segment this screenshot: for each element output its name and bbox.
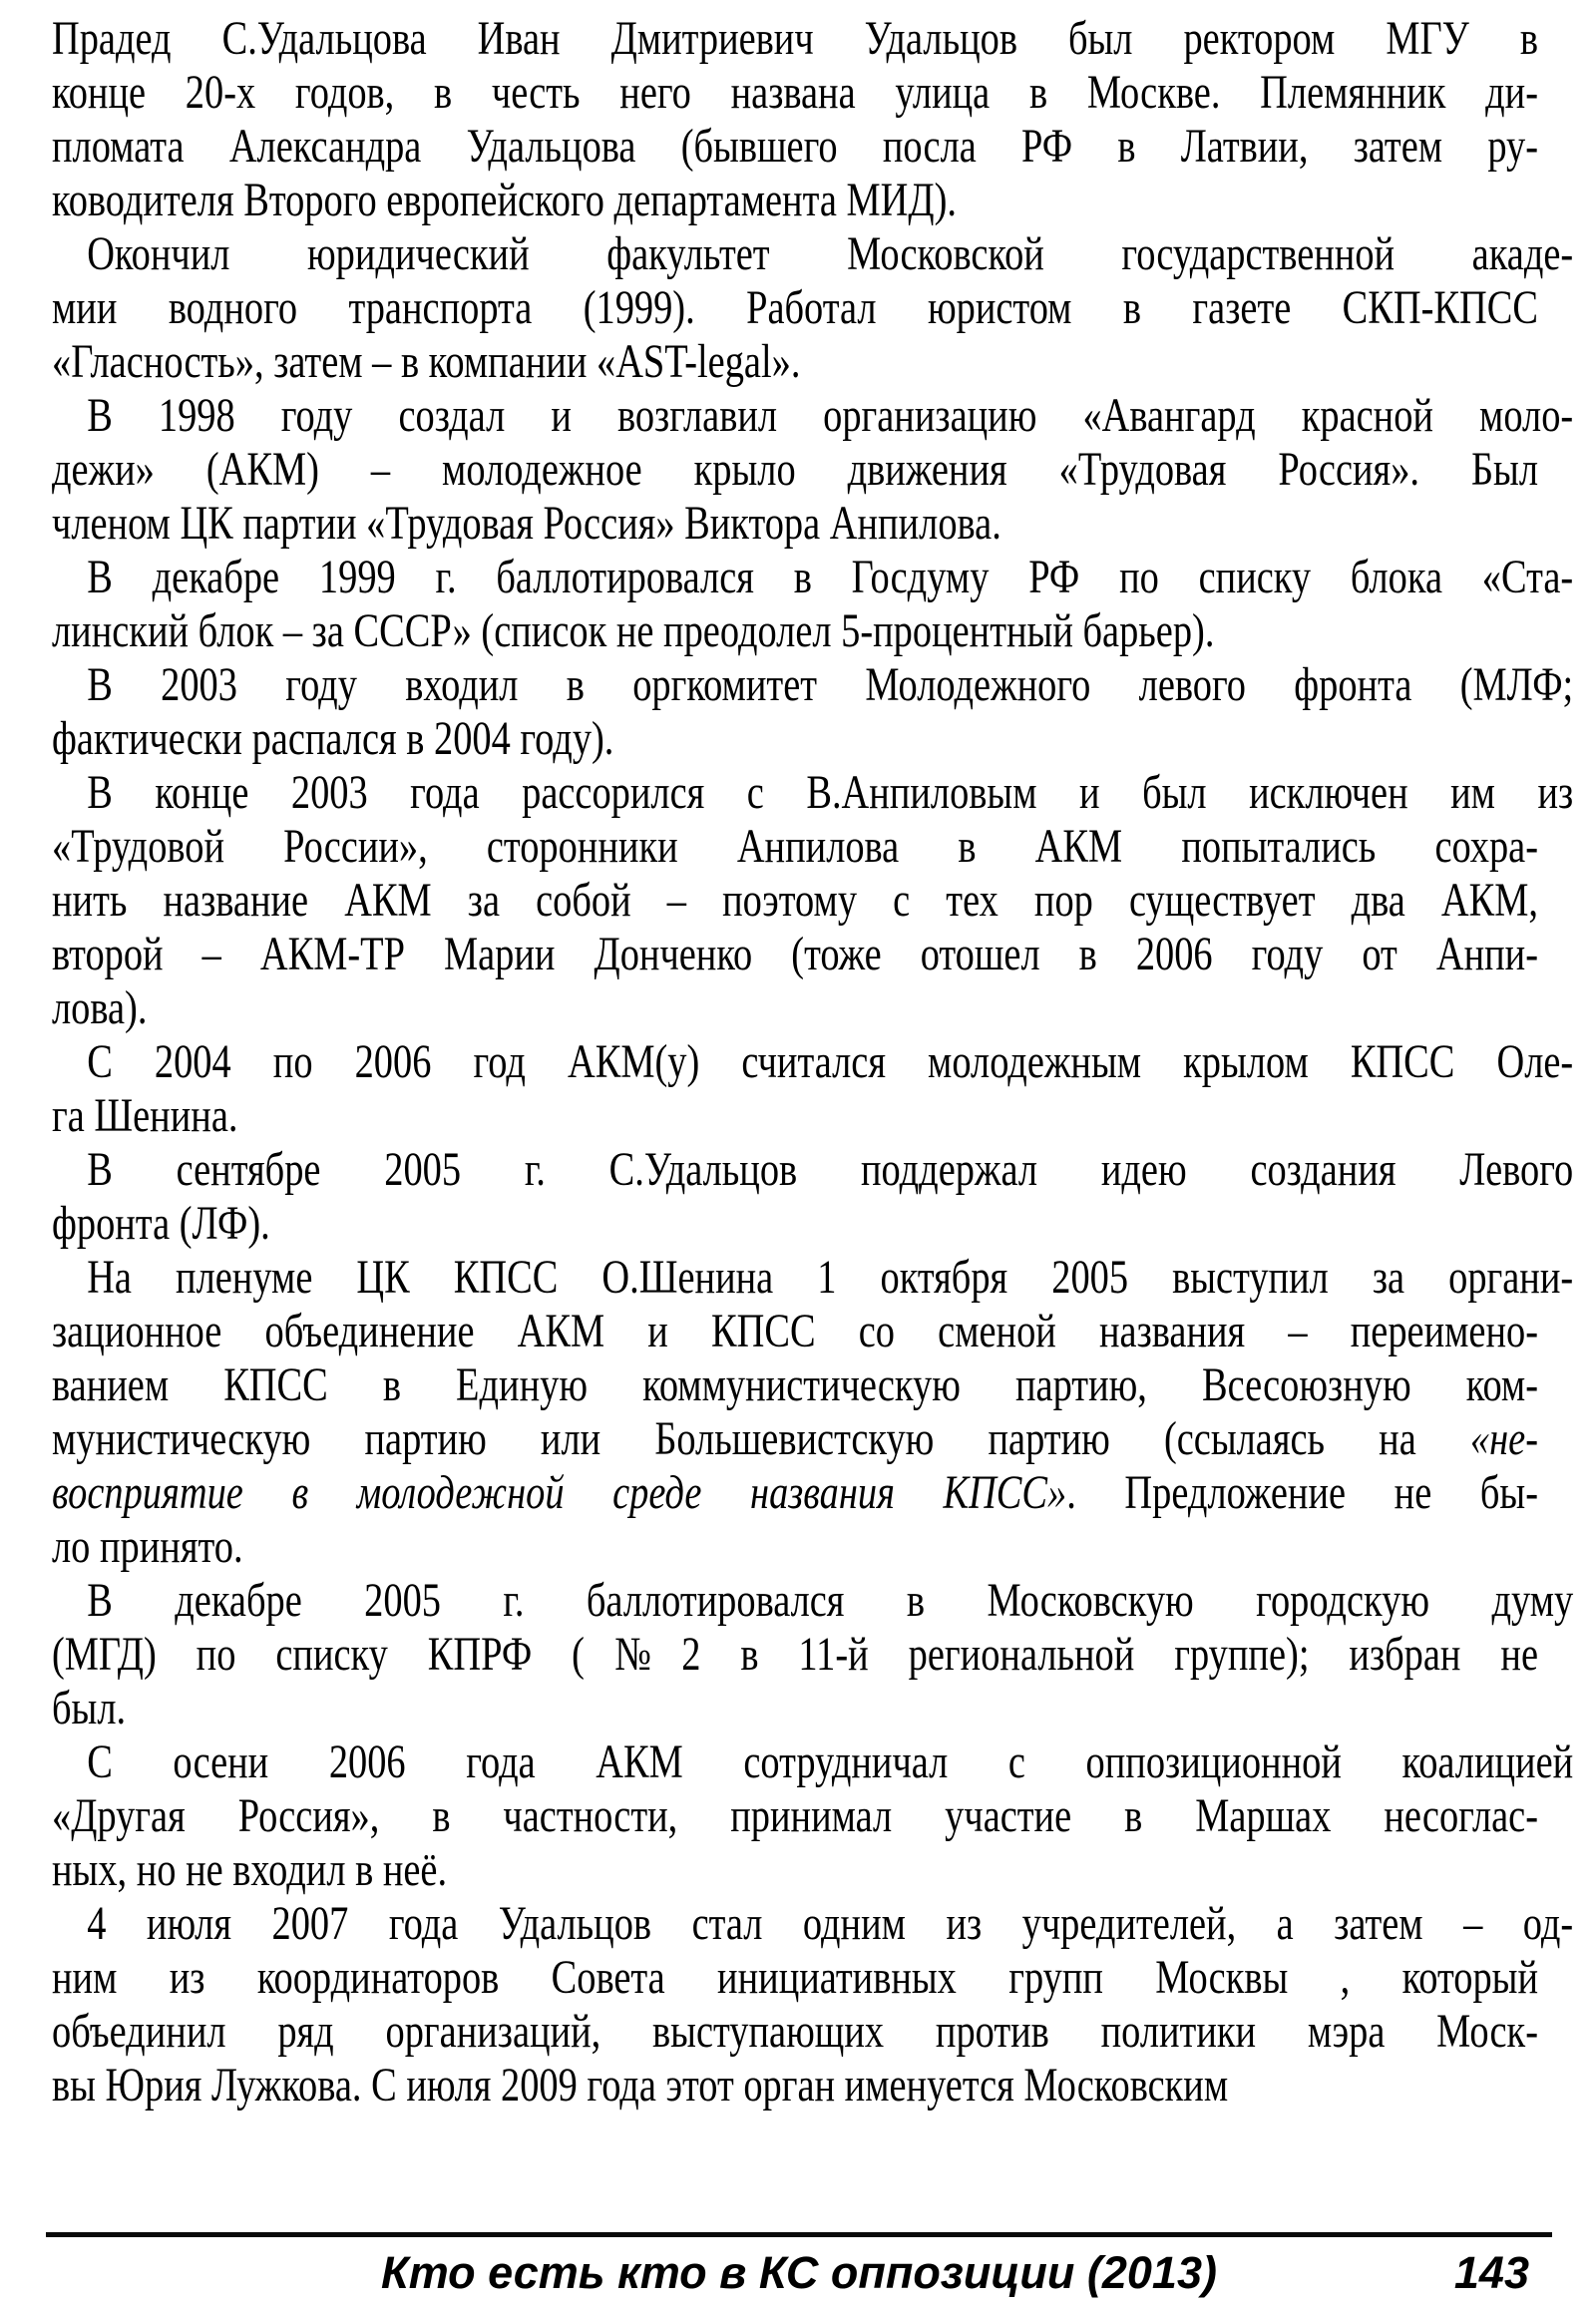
text-segment: Прадед С.Удальцова Иван Дмитриевич Удальцов был ректором МГУ в: [52, 12, 1538, 65]
text-line: [52, 658, 1573, 712]
text-segment: 4 июля 2007 года Удальцов стал одним из учредителей, а затем – од-: [87, 1897, 1574, 1950]
text-segment: ло принято.: [52, 1520, 243, 1573]
text-line: [52, 1574, 1573, 1628]
text-line: [52, 389, 1573, 443]
text-line: [52, 120, 1538, 174]
text-segment: В 2003 году входил в оргкомитет Молодежного левого фронта (МЛФ;: [87, 658, 1574, 711]
text-line: [52, 551, 1573, 604]
text-segment: «Другая Россия», в частности, принимал участие в Маршах несоглас-: [52, 1789, 1538, 1842]
text-segment: объединил ряд организаций, выступающих против политики мэра Моск-: [52, 2005, 1538, 2058]
paragraph: [52, 1143, 1574, 1251]
italic-text-segment: «не-: [1469, 1412, 1538, 1465]
text-segment: фактически распался в 2004 году).: [52, 712, 614, 765]
text-segment: был.: [52, 1682, 127, 1734]
text-line: [52, 1089, 1538, 1143]
paragraph: [52, 1574, 1574, 1735]
text-segment: На пленуме ЦК КПСС О.Шенина 1 октября 2005 выступил за органи-: [87, 1251, 1574, 1304]
text-segment: дежи» (АКМ) – молодежное крыло движения «Трудовая Россия». Был: [52, 443, 1538, 496]
text-segment: га Шенина.: [52, 1089, 238, 1142]
text-segment: вы Юрия Лужкова. С июля 2009 года этот орган именуется Московским: [52, 2059, 1229, 2112]
text-line: [52, 2005, 1538, 2059]
text-segment: линский блок – за СССР» (список не преодолел 5-процентный барьер).: [52, 604, 1215, 657]
text-line: [52, 1466, 1538, 1520]
text-segment: С осени 2006 года АКМ сотрудничал с оппозиционной коалицией: [87, 1735, 1574, 1788]
text-line: [52, 497, 1538, 551]
paragraph: [52, 551, 1574, 658]
text-segment: лова).: [52, 981, 148, 1034]
text-line: [52, 820, 1538, 874]
text-segment: нить название АКМ за собой – поэтому с тех пор существует два АКМ,: [52, 874, 1538, 927]
text-segment: ним из координаторов Совета инициативных групп Москвы , который: [52, 1951, 1538, 2004]
text-segment: ководителя Второго европейского департамента МИД).: [52, 174, 957, 226]
footer-rule: [46, 2232, 1552, 2237]
italic-text-segment: восприятие в молодежной среде названия КПСС»: [52, 1466, 1067, 1519]
text-segment: членом ЦК партии «Трудовая Россия» Виктора Анпилова.: [52, 497, 1001, 550]
text-segment: второй – АКМ-ТР Марии Донченко (тоже отошел в 2006 году от Анпи-: [52, 928, 1538, 980]
text-segment: зационное объединение АКМ и КПСС со сменой названия – переимено-: [52, 1305, 1538, 1357]
text-line: [52, 1789, 1538, 1843]
text-line: [52, 335, 1538, 389]
text-segment: ных, но не входил в неё.: [52, 1843, 448, 1896]
text-segment: фронта (ЛФ).: [52, 1197, 270, 1250]
text-line: [52, 281, 1538, 335]
text-line: [52, 1735, 1573, 1789]
text-block: [52, 12, 1574, 2113]
text-segment: В декабре 2005 г. баллотировался в Московскую городскую думу: [87, 1574, 1574, 1627]
text-line: [52, 1682, 1538, 1735]
text-segment: Окончил юридический факультет Московской государственной акаде-: [87, 227, 1574, 280]
text-segment: пломата Александра Удальцова (бывшего посла РФ в Латвии, затем ру-: [52, 120, 1538, 173]
text-line: [52, 12, 1538, 66]
text-segment: «Трудовой России», сторонники Анпилова в АКМ попытались сохра-: [52, 820, 1538, 873]
paragraph: [52, 389, 1574, 551]
text-line: [52, 604, 1538, 658]
text-segment: (МГД) по списку КПРФ (№2 в 11-й региональной группе); избран не: [52, 1628, 1538, 1681]
text-line: [52, 1143, 1573, 1197]
text-segment: мунистическую партию или Большевистскую партию (ссылаясь на: [52, 1412, 1470, 1465]
text-segment: ванием КПСС в Единую коммунистическую партию, Всесоюзную ком-: [52, 1358, 1538, 1411]
text-line: [52, 1305, 1538, 1358]
text-line: [52, 2059, 1538, 2113]
text-line: [52, 1520, 1538, 1574]
text-line: [52, 1897, 1573, 1951]
text-segment: В 1998 году создал и возглавил организацию «Авангард красной моло-: [87, 389, 1574, 442]
text-line: [52, 174, 1538, 227]
text-segment: . Предложение не бы-: [1066, 1466, 1538, 1519]
paragraph: [52, 1897, 1574, 2113]
text-line: [52, 712, 1538, 766]
text-segment: «Гласность», затем – в компании «AST-legal».: [52, 335, 801, 388]
text-segment: мии водного транспорта (1999). Работал юристом в газете СКП-КПСС: [52, 281, 1538, 334]
paragraph: [52, 12, 1538, 227]
text-line: [52, 1251, 1573, 1305]
paragraph: [52, 766, 1574, 1035]
text-line: [52, 928, 1538, 981]
text-line: [52, 1951, 1538, 2005]
text-line: [52, 443, 1538, 497]
paragraph: [52, 1251, 1574, 1574]
text-segment: С 2004 по 2006 год АКМ(у) считался молодежным крылом КПСС Оле-: [87, 1035, 1574, 1088]
paragraph: [52, 658, 1574, 766]
text-line: [52, 66, 1538, 120]
text-segment: В сентябре 2005 г. С.Удальцов поддержал идею создания Левого: [87, 1143, 1574, 1196]
text-segment: В конце 2003 года рассорился с В.Анпиловым и был исключен им из: [87, 766, 1574, 819]
text-line: [52, 981, 1538, 1035]
footer-page-number: 143: [1453, 2247, 1529, 2298]
text-segment: конце 20-х годов, в честь него названа улица в Москве. Племянник ди-: [52, 66, 1538, 119]
text-line: [52, 227, 1573, 281]
footer-book-title: Кто есть кто в КС оппозиции (2013): [381, 2247, 1217, 2298]
text-line: [52, 1035, 1573, 1089]
text-line: [52, 1412, 1538, 1466]
text-segment: В декабре 1999 г. баллотировался в Госдуму РФ по списку блока «Ста-: [87, 551, 1574, 603]
paragraph: [52, 1035, 1574, 1143]
text-line: [52, 1358, 1538, 1412]
text-line: [52, 766, 1573, 820]
page-footer: [46, 2244, 1552, 2304]
paragraph: [52, 227, 1574, 389]
text-line: [52, 1197, 1538, 1251]
text-line: [52, 874, 1538, 928]
text-line: [52, 1628, 1538, 1682]
text-line: [52, 1843, 1538, 1897]
paragraph: [52, 1735, 1574, 1897]
